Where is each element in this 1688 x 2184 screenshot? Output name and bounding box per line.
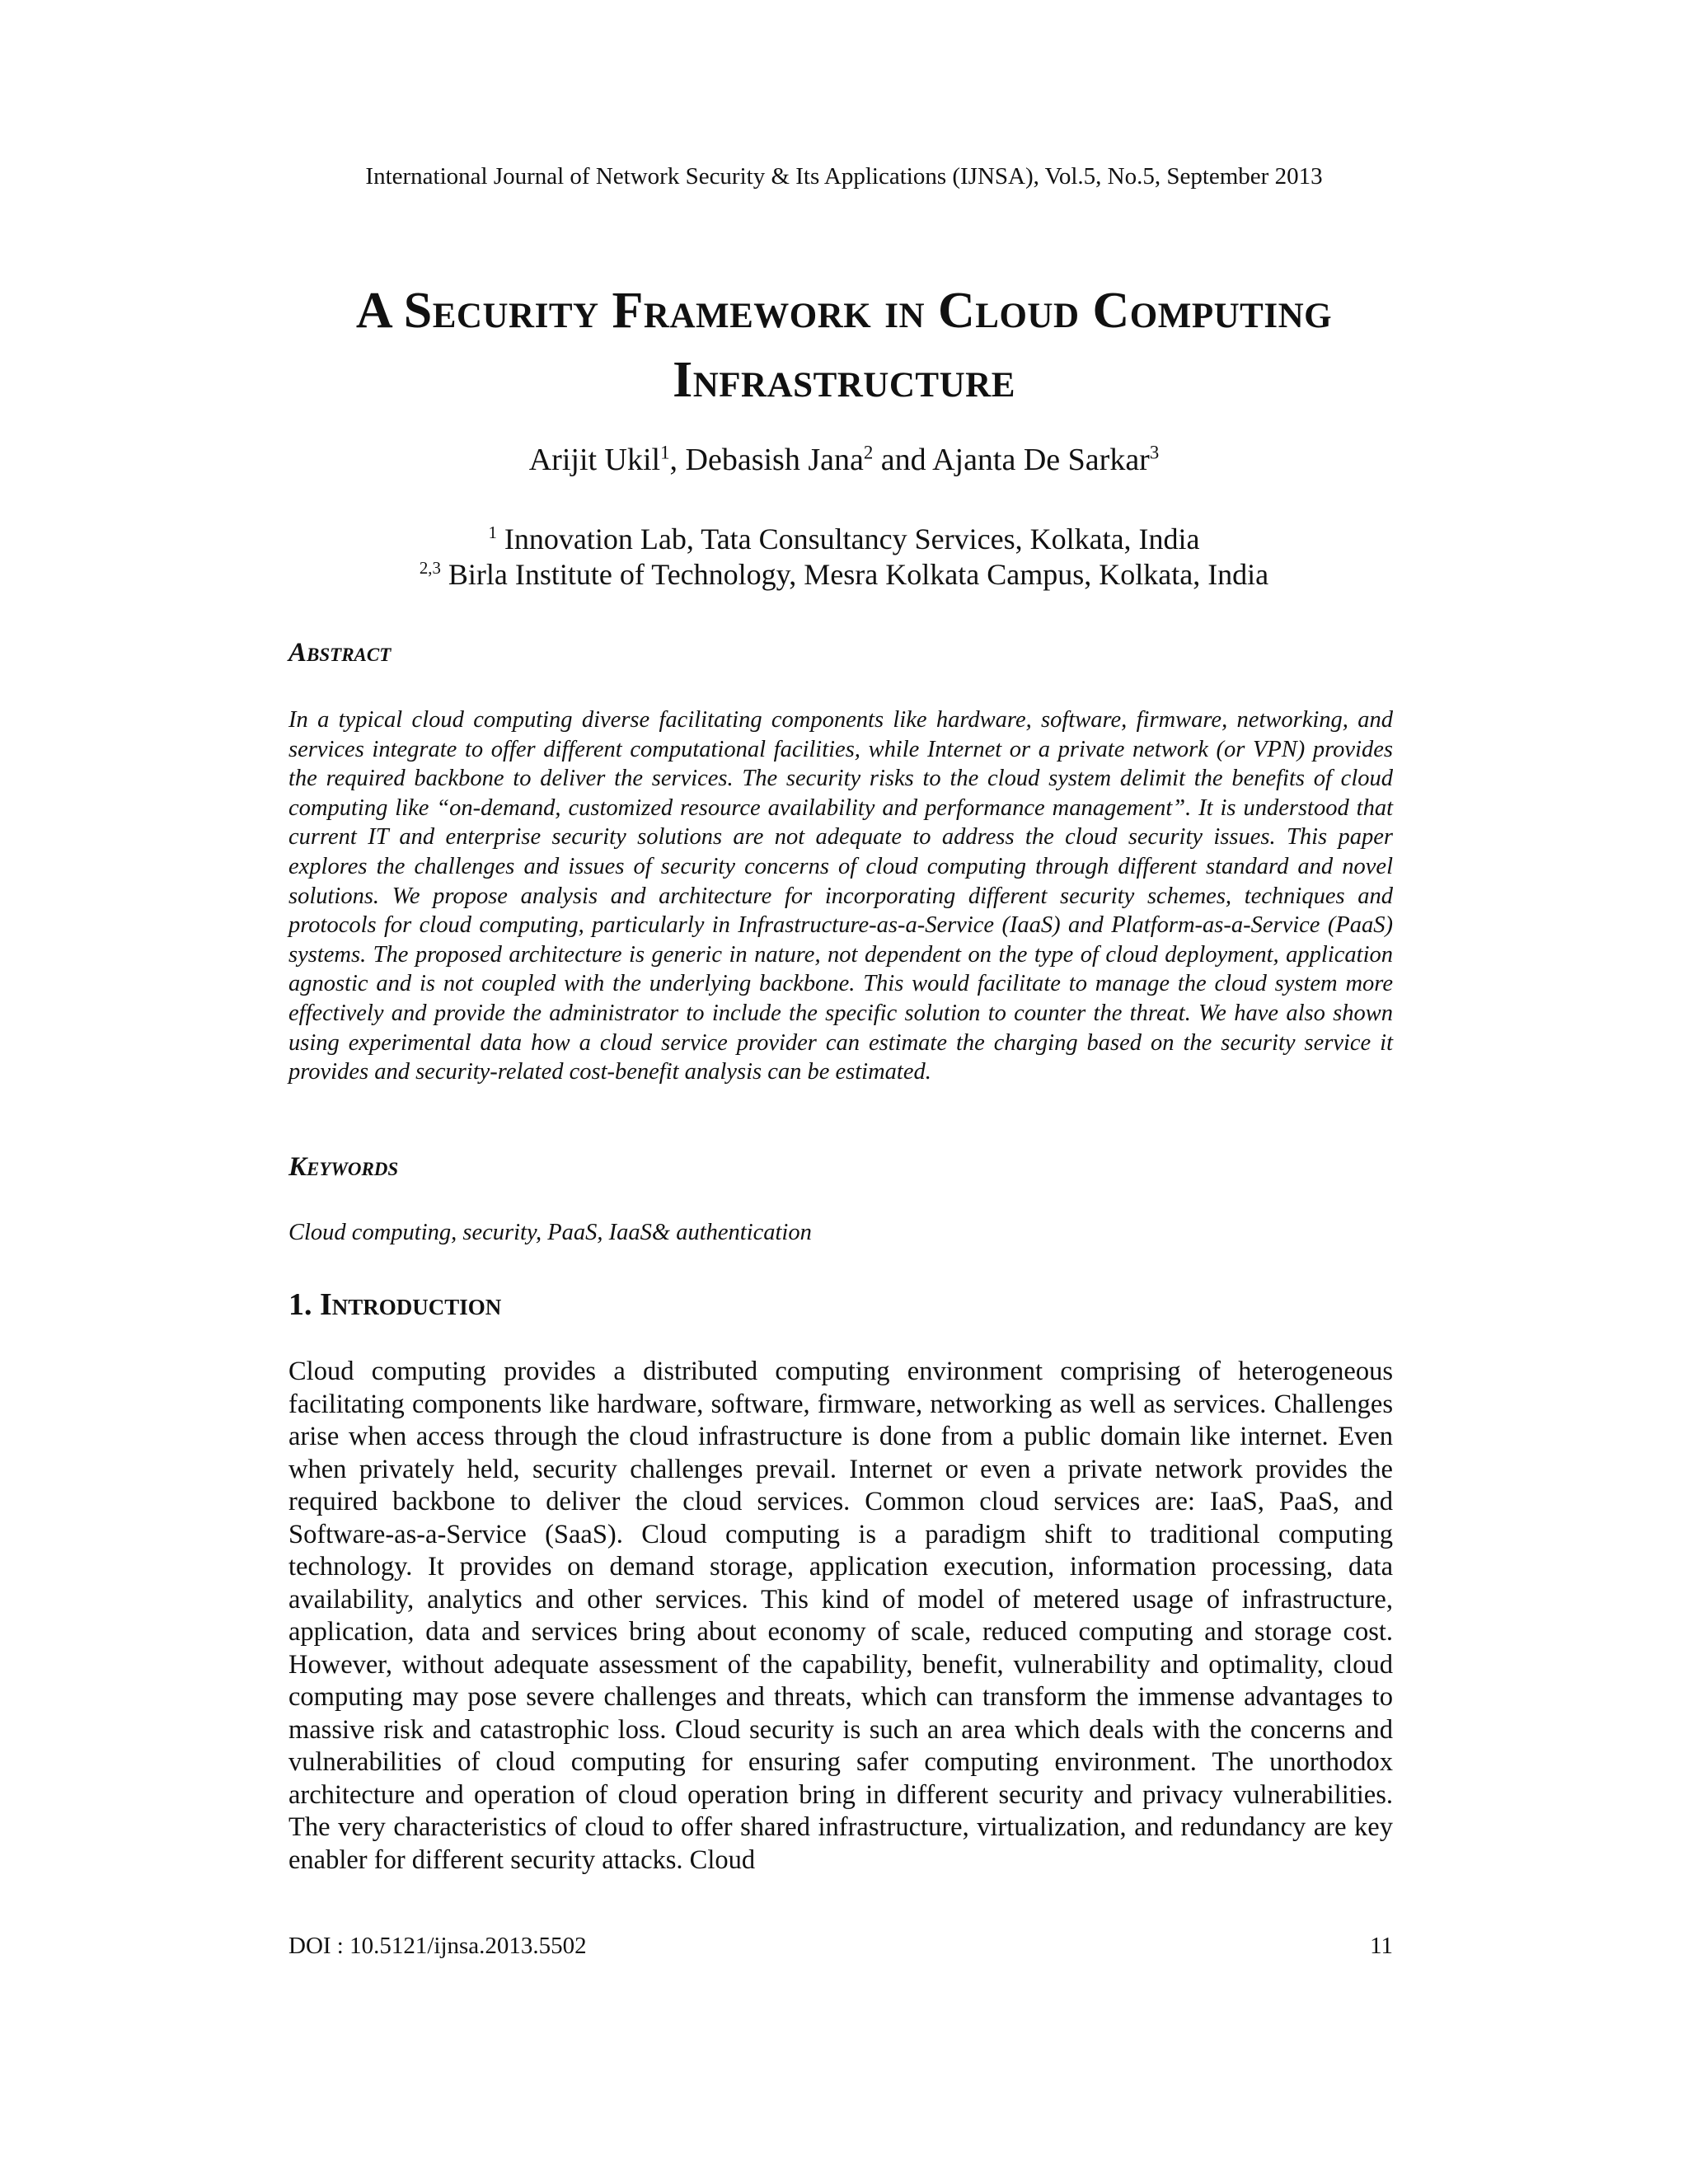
author-affiliation-mark: 3	[1149, 442, 1160, 463]
introduction-text: Cloud computing provides a distributed computing environment comprising of heterogeneous facilitating components like hardware, software, firmware, networking as well as services. Challenges arise when access through the cloud infrastructure is done from a public domain like internet. Even when privately held, security challenges prevail. Internet or even a private network provides the required backbone to deliver the cloud services. Common cloud services are: IaaS, PaaS, and Software-as-a-Service (SaaS). Cloud computing is a paradigm shift to traditional computing technology. It provides on demand storage, application execution, information processing, data availability, analytics and other services. This kind of model of metered usage of infrastructure, application, data and services bring about economy of scale, reduced computing and storage cost. However, without adequate assessment of the capability, benefit, vulnerability and optimality, cloud computing may pose severe challenges and threats, which can transform the immense advantages to massive risk and catastrophic loss. Cloud security is such an area which deals with the concerns and vulnerabilities of cloud computing for ensuring safer computing environment. The unorthodox architecture and operation of cloud operation bring in different security and privacy vulnerabilities. The very characteristics of cloud to offer shared infrastructure, virtualization, and redundancy are key enabler for different security attacks. Cloud	[288, 1357, 1393, 1875]
running-header: International Journal of Network Security & Its Applications (IJNSA), Vol.5, No.5, September 2013	[365, 163, 1323, 190]
affiliation	[0, 556, 1688, 593]
author-list	[0, 439, 1688, 480]
paper-title: A Security Framework in Cloud Computing Infrastructure	[355, 283, 1333, 408]
affiliation-mark: 1	[488, 523, 497, 542]
author-affiliation-mark: 2	[863, 442, 874, 463]
affiliation-text: Birla Institute of Technology, Mesra Kolkata Campus, Kolkata, India	[440, 558, 1269, 591]
author-name: Arijit Ukil	[528, 443, 661, 477]
affiliation	[0, 521, 1688, 557]
affiliation-text: Innovation Lab, Tata Consultancy Services, Kolkata, India	[496, 523, 1200, 555]
introduction-heading: 1. Introduction	[288, 1287, 502, 1322]
keywords-text: Cloud computing, security, PaaS, IaaS& authentication	[288, 1220, 812, 1245]
author-separator: ,	[669, 443, 686, 477]
affiliation-mark: 2,3	[419, 558, 441, 578]
author-affiliation-mark: 1	[660, 442, 670, 463]
abstract-text: In a typical cloud computing diverse facilitating components like hardware, software, firmware, networking, and services integrate to offer different computational facilities, while Internet or a private network (or VPN) provides the required backbone to deliver the services. The security risks to the cloud system delimit the benefits of cloud computing like “on-demand, customized resource availability and performance management”. It is understood that current IT and enterprise security solutions are not adequate to address the cloud security issues. This paper explores the challenges and issues of security concerns of cloud computing through different standard and novel solutions. We propose analysis and architecture for incorporating different security schemes, techniques and protocols for cloud computing, particularly in Infrastructure-as-a-Service (IaaS) and Platform-as-a-Service (PaaS) systems. The proposed architecture is generic in nature, not dependent on the type of cloud deployment, application agnostic and is not coupled with the underlying backbone. This would facilitate to manage the cloud system more effectively and provide the administrator to include the specific solution to counter the threat. We have also shown using experimental data how a cloud service provider can estimate the charging based on the security service it provides and security-related cost-benefit analysis can be estimated.	[288, 707, 1393, 1085]
author-separator: and	[873, 443, 933, 477]
abstract-heading: Abstract	[288, 638, 392, 668]
author-name: Debasish Jana	[685, 443, 864, 477]
keywords-heading: Keywords	[288, 1152, 399, 1182]
author-name: Ajanta De Sarkar	[932, 443, 1150, 477]
page-number: 11	[1370, 1933, 1393, 1959]
footer-doi: DOI : 10.5121/ijnsa.2013.5502	[288, 1933, 587, 1959]
